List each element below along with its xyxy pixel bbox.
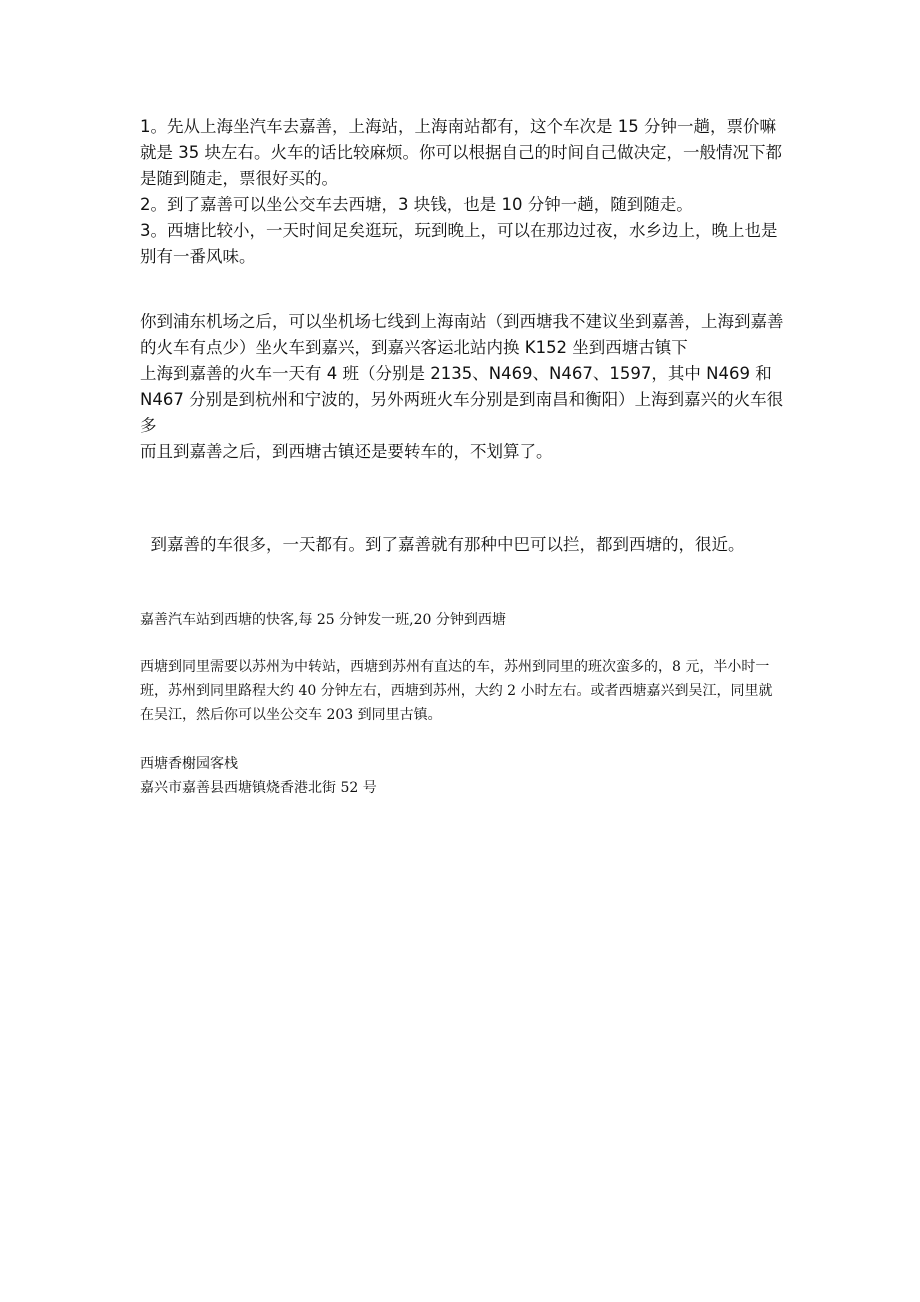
express-bus-section: [140, 608, 785, 632]
step-3-paragraph: 3。西塘比较小，一天时间足矣逛玩，玩到晚上，可以在那边过夜，水乡边上，晚上也是别有一番风味。: [140, 221, 778, 266]
inn-address-section: [140, 752, 785, 800]
train-schedule-paragraph: 上海到嘉善的火车一天有 4 班（分别是 2135、N469、N467、1597，其中 N469 和 N467 分别是到杭州和宁波的，另外两班火车分别是到南昌和衡阳）上海到嘉兴的火车很多: [140, 364, 784, 435]
travel-steps-section: [140, 114, 785, 270]
bus-info-paragraph: 到嘉善的车很多，一天都有。到了嘉善就有那种中巴可以拦，都到西塘的，很近。: [140, 535, 745, 554]
transfer-note-paragraph: 而且到嘉善之后，到西塘古镇还是要转车的，不划算了。: [140, 442, 553, 461]
airport-route-section: [140, 309, 785, 465]
airport-route-paragraph: 你到浦东机场之后，可以坐机场七线到上海南站（到西塘我不建议坐到嘉善，上海到嘉善的火车有点少）坐火车到嘉兴，到嘉兴客运北站内换 K152 坐到西塘古镇下: [140, 312, 784, 357]
bus-info-section: [140, 532, 785, 558]
inn-name: 西塘香榭园客栈: [140, 756, 238, 772]
tongli-route-section: [140, 655, 785, 727]
step-1-paragraph: 1。先从上海坐汽车去嘉善，上海站，上海南站都有，这个车次是 15 分钟一趟，票价嘛就是 35 块左右。火车的话比较麻烦。你可以根据自己的时间自己做决定，一般情况下都是随到随走，票很好买的。: [140, 117, 782, 188]
express-bus-paragraph: 嘉善汽车站到西塘的快客,每 25 分钟发一班,20 分钟到西塘: [140, 612, 506, 628]
tongli-route-paragraph: 西塘到同里需要以苏州为中转站，西塘到苏州有直达的车，苏州到同里的班次蛮多的，8 元，半小时一班，苏州到同里路程大约 40 分钟左右，西塘到苏州，大约 2 小时左右。或者西塘嘉兴到吴江，同里就在吴江，然后你可以坐公交车 203 到同里古镇。: [140, 659, 773, 723]
step-2-paragraph: 2。到了嘉善可以坐公交车去西塘，3 块钱，也是 10 分钟一趟，随到随走。: [140, 195, 693, 214]
inn-address: 嘉兴市嘉善县西塘镇烧香港北街 52 号: [140, 780, 377, 796]
